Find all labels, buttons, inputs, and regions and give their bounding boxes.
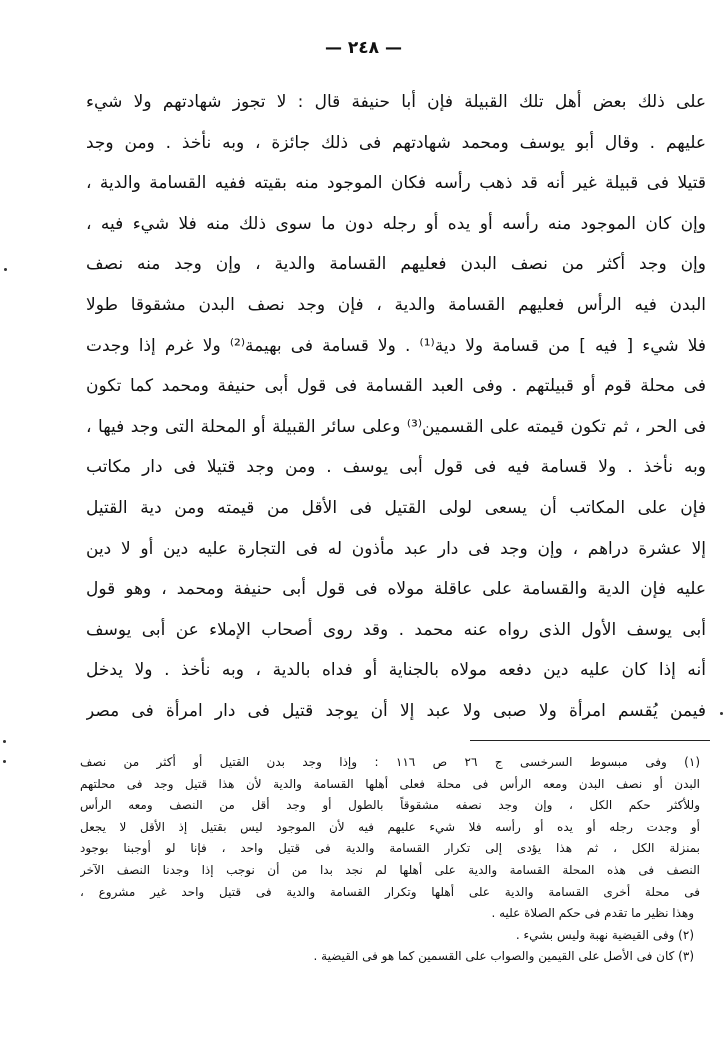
text-line: أبى يوسف الأول الذى رواه عنه محمد . وقد روى أصحاب الإملاء عن أبى يوسف: [86, 619, 706, 640]
footnote-line: (١) وفى مبسوط السرخسى ج ٢٦ ص ١١٦ : وإذا وجد بدن القتيل أو أكثر من نصف: [80, 755, 700, 769]
text-line: البدن فيه الرأس فعليهم القسامة والدية ، فإن وجد نصف البدن مشقوقا طولا: [86, 294, 706, 315]
footnotes: [80, 752, 700, 968]
text-line: على ذلك بعض أهل تلك القبيلة فإن أبا حنيفة قال : لا تجوز شهادتهم ولا شيء: [86, 92, 706, 112]
margin-speck: [3, 740, 6, 743]
footnote-2: (٢) وفى القيضية نهبة وليس بشيء .: [515, 927, 694, 942]
margin-speck: [3, 760, 6, 763]
footnote-line: فى محلة أخرى القسامة والدية على أهلها وتكرار القسامة والدية فى قتيل واحد غير مشروع ،: [80, 884, 700, 899]
footnote-line: أو وجدت رجله أو يده أو رأسه فلا شيء عليهم فيه لأن الموجود ليس بقتيل إذ الأقل لا يجعل: [80, 819, 700, 834]
text-line: عليهم . وقال أبو يوسف ومحمد شهادتهم فى ذلك جائزة ، وبه نأخذ . ومن وجد: [86, 132, 706, 153]
footnote-line: البدن أو نصف البدن ومعه الرأس فى محلة فعلى أهلها القسامة والدية لأن هذا قتيل وجد فى محلتهم: [80, 776, 700, 791]
footnote-line: بمنزلة الكل ، ثم هذا يؤدى إلى تكرار القسامة والدية فى قتيل واحد ، فإنا لو أوجبنا بوجود: [80, 841, 700, 856]
text-line: فإن على المكاتب أن يسعى لولى القتيل فى الأقل من قيمته ومن دية القتيل: [86, 497, 706, 518]
margin-speck: [720, 712, 723, 715]
text-line: وبه نأخذ . ولا قسامة فيه فى قول أبى يوسف . ومن وجد قتيلا فى دار مكاتب: [86, 457, 706, 478]
text-line: أنه إذا كان عليه دين دفعه مولاه بالجناية أو فداه بالدية ، وبه نأخذ . ولا يدخل: [86, 660, 706, 681]
text-line: قتيلا فى قبيلة غير أنه قد ذهب رأسه فكان الموجود منه بقيته ففيه القسامة والدية ،: [86, 173, 706, 194]
text-line: عليه فإن الدية والقسامة على عاقلة مولاه فى قول أبى حنيفة ومحمد ، وهو قول: [86, 579, 706, 600]
text-line: إلا عشرة دراهم ، وإن وجد فى دار عبد مأذون له فى التجارة عليه دين أو لا دين: [86, 538, 706, 559]
footnote-line: النصف فى هذه المحلة القسامة والدية على أهلها لم نجد بدا من أن نوجب إذا وجدنا النصف الآخر: [80, 862, 700, 877]
text-line: فى الحر ، ثم تكون قيمته على القسمين⁽³⁾ وعلى سائر القبيلة أو المحلة التى وجد فيها ،: [86, 416, 706, 437]
page-number: — ٢٤٨ —: [325, 38, 402, 58]
footnote-line: وهذا نظير ما تقدم فى حكم الصلاة عليه .: [491, 906, 694, 921]
text-line: فى محلة قوم أو قبيلتهم . وفى العبد القسامة فى قول أبى حنيفة ومحمد كما تكون: [86, 376, 706, 397]
text-line: وإن كان الموجود منه رأسه أو يده أو رجله دون ما سوى ذلك منه فلا شيء فيه ،: [86, 213, 706, 234]
main-text: [86, 82, 706, 732]
margin-speck: [4, 268, 7, 271]
footnote-line: وللأكثر حكم الكل ، وإن وجد نصفه مشقوقاً بالطول أو وجد أقل من النصف ومعه الرأس: [80, 798, 700, 813]
footnote-divider: [470, 740, 710, 741]
text-line: فيمن يُقسم امرأة ولا صبى ولا عبد إلا أن يوجد قتيل فى دار امرأة فى مصر: [86, 700, 706, 721]
text-line: فلا شيء [ فيه ] من قسامة ولا دية⁽¹⁾ . ولا قسامة فى بهيمة⁽²⁾ ولا غرم إذا وجدت: [86, 335, 706, 356]
footnote-3: (٣) كان فى الأصل على القيمين والصواب على القسمين كما هو فى القيضية .: [313, 949, 694, 964]
text-line: وإن وجد أكثر من نصف البدن فعليهم القسامة والدية ، وإن وجد منه نصف: [86, 254, 706, 275]
